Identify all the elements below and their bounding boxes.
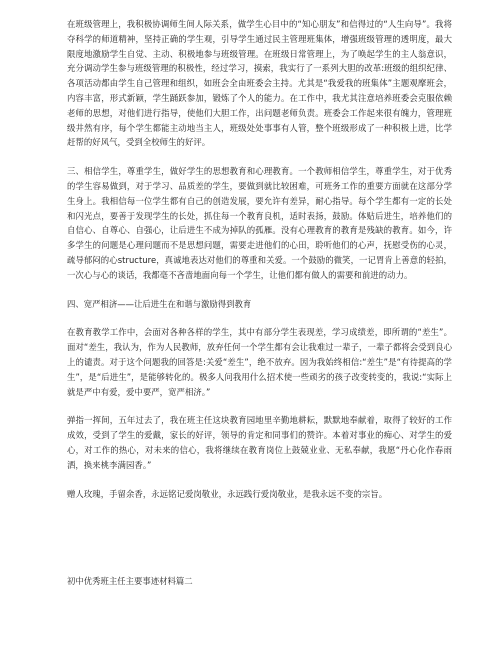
paragraph-closing-motto: 赠人玫瑰，手留余香，永远铭记爱岗敬业，永远践行爱岗敬业，是我永远不变的宗旨。	[67, 488, 388, 499]
paragraph-five-years: 弹指一挥间，五年过去了，我在班主任这块教育园地里辛勤地耕耘，默默地奉献着，取得了较好的工作成效，受到了学生的爱戴，家长的好评，领导的肯定和同事们的赞许。本着对事业的痴心、对学生的爱心，对工作的热心，对未来的信心，我将继续在教育岗位上鼓兢业业、无私奉献，我愿“丹心化作春雨洒，换来桃李满园香。”	[67, 415, 452, 470]
paragraph-struggling-students: 在教育教学工作中，会面对各种各样的学生，其中有部分学生表现差，学习成绩差，即所谓的“差生”。面对“差生，我认为，作为人民教师，放弃任何一个学生都有会让我难过一辈子，一辈子都将会受到良心上的谴责。对于这个问题我的回答是:关爱“差生”，绝不放弃。因为我始终相信:“差生”是“有待提高的学生”，是“后进生”，是能够转化的。极多人问我用什么招术使一些顽劣的孩子改变转变的，我说:“实际上就是严中有爱，爱中要严，宽严相济。”	[67, 327, 452, 397]
section-heading-four: 四、宽严相济——让后进生在和谐与激励得到教育	[67, 298, 252, 309]
next-article-title: 初中优秀班主任主要事迹材料篇二	[67, 576, 193, 586]
paragraph-class-management: 在班级管理上，我积极协调师生间人际关系，做学生心目中的“知心朋友”和信得过的“人生向导”。我将夺科学的师道精神，坚持正确的学生观，引导学生通过民主管理班集体，增强班级管理的透明度，最大限度地激励学生自觉、主动、积极地参与班级管理。在班级日常管理上，为了唤起学生的主人翁意识，充分调动学生参与班级管理的积极性，经过学习，摸索，我实行了一系列大胆的改革:班级的组织纪律、各项活动都由学生自己管理和组织，如班会全由班委会主持。尤其是“我爱我的班集体”主题观摩班会，内容丰富，形式新颖，学生踊跃参加，锻炼了个人的能力。在工作中，我尤其注意培养班委会克服依赖老师的思想，对他们进行指导，使他们大胆工作，出问题老师负责。班委会工作起来很有魄力，管理班级井然有序，每个学生都能主动地当主人，班级处处事事有人管，整个班级形成了一种积极上进，比学赶帮的好风气，受到全校师生的好评。	[67, 19, 452, 148]
paragraph-respect-students: 三、相信学生，尊重学生，做好学生的思想教育和心理教育。一个教师相信学生，尊重学生，对于优秀的学生容易做到，对于学习、品质差的学生，要做到就比较困难，可班务工作的重要方面就在这部分学生身上。我相信每一位学生都有自己的创造发展，要允许有差异，耐心指导。每个学生都有一定的长处和闪光点，要善于发现学生的长处，抓住每一个教育良机，适时表扬，鼓励。体贴后进生，培养他们的自信心、自尊心、自强心，让后进生不成为掉队的孤雁。没有心理教育的教育是残缺的教育。如今，许多学生的问题是心理问题而不是思想问题，需要走进他们的心田，聆听他们的心声，抚慰受伤的心灵，疏导郁闷的心structure，真诚地表达对他们的尊重和关爱。一个鼓励的微笑，一记胃肯上善意的轻拍，一次心与心的谈话，我都毫不吝啬地面向每一个学生，让他们都有做人的需要和前进的动力。	[67, 166, 452, 280]
